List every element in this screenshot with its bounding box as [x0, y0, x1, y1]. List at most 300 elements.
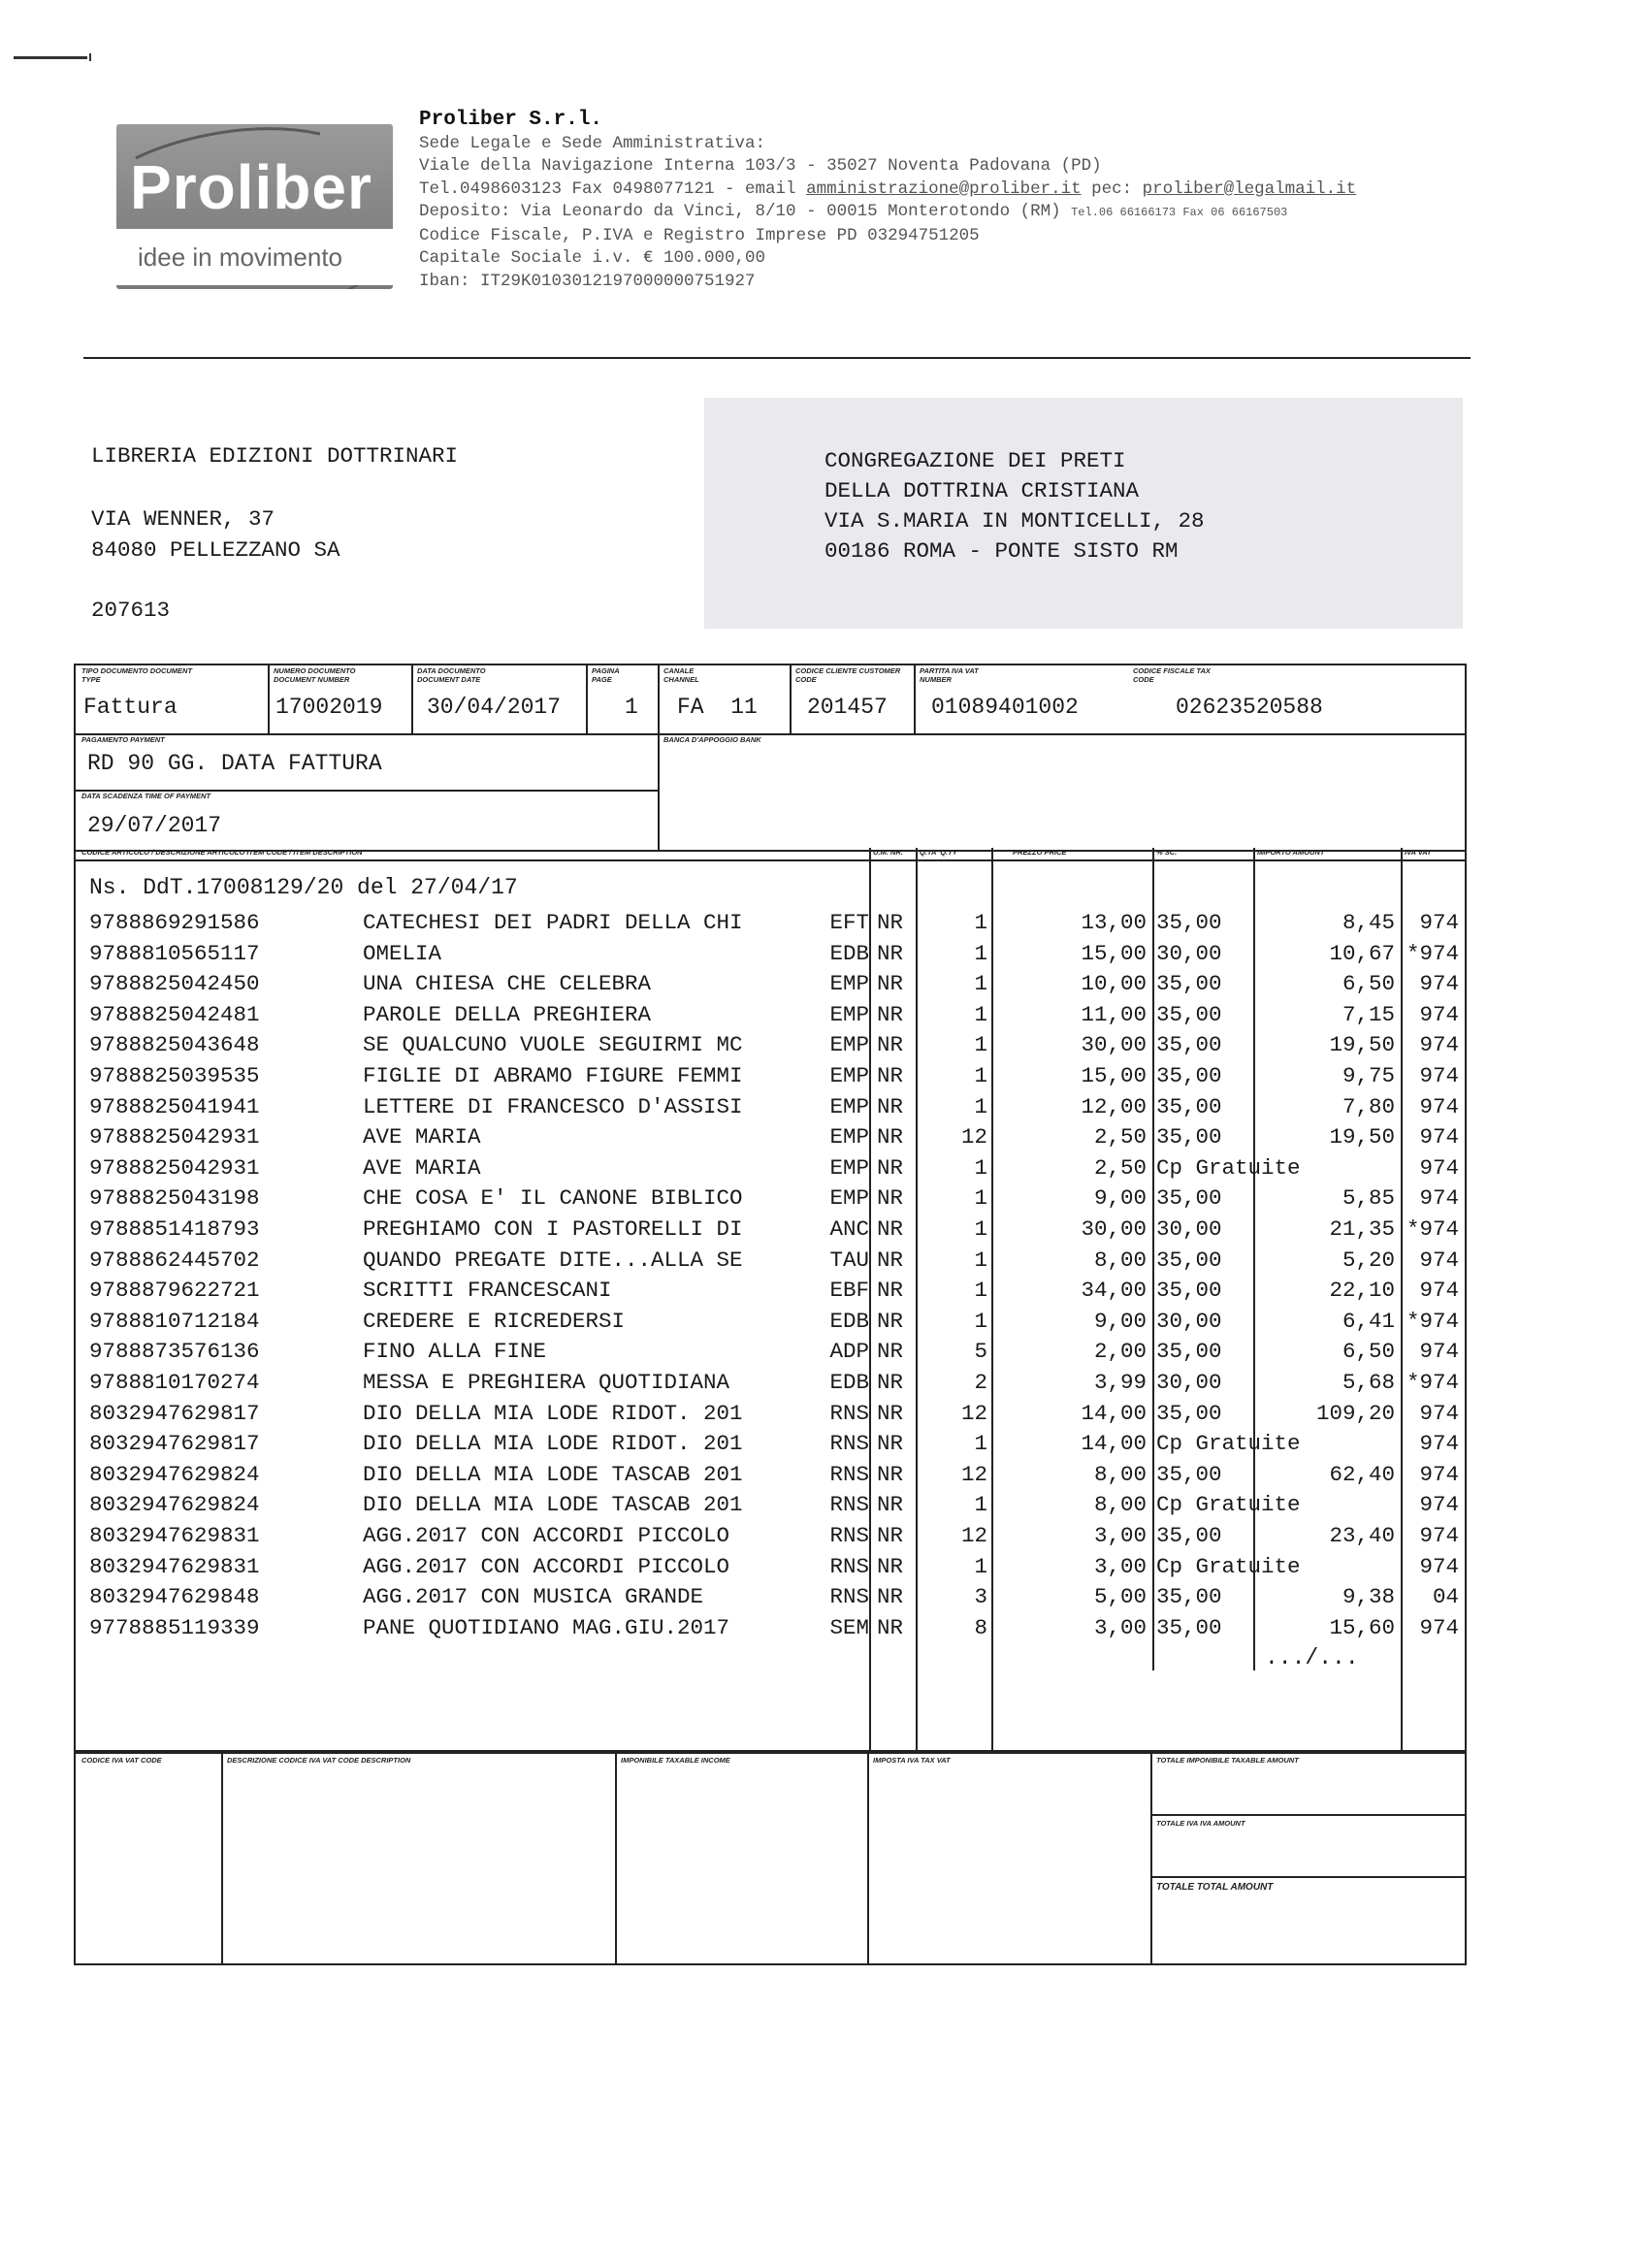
- item-price: 5,00: [1093, 1584, 1147, 1610]
- ddt-reference: Ns. DdT.17008129/20 del 27/04/17: [89, 875, 518, 900]
- item-description: AGG.2017 CON MUSICA GRANDE: [363, 1584, 704, 1610]
- company-iban: Iban: IT29K0103012197000000751927: [419, 271, 756, 291]
- item-unit: NR: [877, 1063, 904, 1088]
- table-row: [76, 1153, 1465, 1184]
- item-amount: 19,50: [1329, 1124, 1395, 1150]
- item-code: 9788879622721: [89, 1278, 260, 1304]
- item-unit: NR: [877, 1308, 904, 1334]
- item-price: 15,00: [1081, 1063, 1147, 1088]
- item-publisher: ANC: [829, 1216, 869, 1242]
- item-code: 9788825042931: [89, 1124, 260, 1150]
- company-pec-link[interactable]: proliber@legalmail.it: [1142, 178, 1357, 199]
- item-code: 9788869291586: [89, 910, 260, 935]
- document-header-table: [74, 664, 1467, 852]
- table-row: [76, 908, 1465, 939]
- item-publisher: RNS: [829, 1400, 869, 1426]
- item-description: DIO DELLA MIA LODE RIDOT. 201: [363, 1431, 743, 1457]
- item-code: 8032947629824: [89, 1492, 260, 1518]
- item-unit: NR: [877, 910, 904, 935]
- taxable-income-label: IMPONIBILE TAXABLE INCOME: [621, 1756, 730, 1765]
- item-unit: NR: [877, 1001, 904, 1027]
- item-price: 2,50: [1093, 1124, 1147, 1150]
- item-vat: 974: [1419, 1247, 1459, 1273]
- item-vat: 974: [1419, 1001, 1459, 1027]
- item-quantity: 1: [974, 1093, 987, 1119]
- item-unit: NR: [877, 1339, 904, 1365]
- item-quantity: 2: [974, 1370, 987, 1395]
- table-row: [76, 1092, 1465, 1123]
- item-description: CREDERE E RICREDERSI: [363, 1308, 626, 1334]
- item-publisher: RNS: [829, 1553, 869, 1579]
- item-vat: 974: [1419, 1400, 1459, 1426]
- item-discount: 35,00: [1156, 1614, 1222, 1640]
- item-price: 14,00: [1081, 1400, 1147, 1426]
- header-divider: [83, 357, 1471, 359]
- table-row: [76, 1061, 1465, 1092]
- item-discount: 35,00: [1156, 1278, 1222, 1304]
- item-quantity: 1: [974, 1247, 987, 1273]
- item-discount: 35,00: [1156, 1001, 1222, 1027]
- item-unit: NR: [877, 1492, 904, 1518]
- sender-city: 84080 PELLEZZANO SA: [91, 537, 340, 563]
- item-discount: 35,00: [1156, 1093, 1222, 1119]
- table-row: [76, 1429, 1465, 1460]
- item-code: 9788825042481: [89, 1001, 260, 1027]
- item-amount: 9,75: [1342, 1063, 1395, 1088]
- item-unit: NR: [877, 1216, 904, 1242]
- table-row: [76, 1215, 1465, 1246]
- item-description: DIO DELLA MIA LODE RIDOT. 201: [363, 1400, 743, 1426]
- item-price: 3,00: [1093, 1553, 1147, 1579]
- item-publisher: EMP: [829, 1001, 869, 1027]
- item-price: 30,00: [1081, 1216, 1147, 1242]
- table-row: [76, 1337, 1465, 1368]
- total-taxable-label: TOTALE IMPONIBILE TAXABLE AMOUNT: [1156, 1756, 1299, 1765]
- item-code-desc-header: CODICE ARTICOLO / DESCRIZIONE ARTICOLO ITEM CODE / ITEM DESCRIPTION: [81, 848, 363, 857]
- item-publisher: EDB: [829, 940, 869, 966]
- company-logo: [116, 124, 393, 289]
- item-quantity: 1: [974, 1001, 987, 1027]
- item-amount: 62,40: [1329, 1461, 1395, 1487]
- item-quantity: 1: [974, 1308, 987, 1334]
- doc-number-value: 17002019: [275, 695, 383, 720]
- item-price: 3,00: [1093, 1614, 1147, 1640]
- item-publisher: EMP: [829, 1063, 869, 1088]
- item-price: 34,00: [1081, 1278, 1147, 1304]
- item-discount: 35,00: [1156, 1461, 1222, 1487]
- item-unit: NR: [877, 1247, 904, 1273]
- item-amount: 21,35: [1329, 1216, 1395, 1242]
- table-row: [76, 1030, 1465, 1061]
- item-unit: NR: [877, 1370, 904, 1395]
- table-row: [76, 1613, 1465, 1644]
- item-amount: 10,67: [1329, 940, 1395, 966]
- tax-code-label: CODICE FISCALE TAX CODE: [1133, 666, 1211, 684]
- vat-summary-table: [74, 1752, 1467, 1965]
- channel-label: CANALE CHANNEL: [663, 666, 699, 684]
- item-publisher: EMP: [829, 971, 869, 997]
- tax-code-value: 02623520588: [1176, 695, 1323, 720]
- item-discount: 30,00: [1156, 940, 1222, 966]
- due-date-value: 29/07/2017: [87, 813, 222, 838]
- item-discount: Cp Gratuite: [1156, 1154, 1301, 1181]
- total-amount-label-en: TOTAL AMOUNT: [1196, 1882, 1274, 1893]
- table-row: [76, 1246, 1465, 1277]
- item-unit: NR: [877, 1093, 904, 1119]
- item-amount: 5,20: [1342, 1247, 1395, 1273]
- item-amount: 7,80: [1342, 1093, 1395, 1119]
- item-description: OMELIA: [363, 940, 442, 966]
- item-amount: 109,20: [1315, 1400, 1395, 1426]
- table-row: [76, 1582, 1465, 1613]
- item-publisher: RNS: [829, 1461, 869, 1487]
- item-vat: *974: [1406, 1216, 1459, 1242]
- due-date-label: DATA SCADENZA TIME OF PAYMENT: [81, 792, 211, 800]
- page-value: 1: [625, 695, 638, 720]
- item-code: 9788825042450: [89, 971, 260, 997]
- item-publisher: TAU: [829, 1247, 869, 1273]
- item-vat: 974: [1419, 1523, 1459, 1548]
- item-vat: 974: [1419, 1185, 1459, 1212]
- item-price: 11,00: [1081, 1001, 1147, 1027]
- item-price: 8,00: [1093, 1247, 1147, 1273]
- recipient-line4: 00186 ROMA - PONTE SISTO RM: [824, 538, 1179, 564]
- item-unit: NR: [877, 1584, 904, 1610]
- item-price: 3,00: [1093, 1523, 1147, 1548]
- discount-header: % SC.: [1156, 848, 1178, 857]
- price-header: PREZZO PRICE: [1013, 848, 1067, 857]
- item-publisher: EDB: [829, 1370, 869, 1395]
- item-unit: NR: [877, 1431, 904, 1457]
- item-quantity: 3: [974, 1584, 987, 1610]
- item-description: UNA CHIESA CHE CELEBRA: [363, 971, 652, 997]
- item-price: 12,00: [1081, 1093, 1147, 1119]
- item-description: CHE COSA E' IL CANONE BIBLICO: [363, 1185, 743, 1212]
- item-vat: 974: [1419, 910, 1459, 935]
- item-price: 13,00: [1081, 910, 1147, 935]
- item-price: 2,50: [1093, 1154, 1147, 1181]
- item-unit: NR: [877, 1032, 904, 1058]
- item-amount: 6,50: [1342, 1339, 1395, 1365]
- item-description: PAROLE DELLA PREGHIERA: [363, 1001, 652, 1027]
- item-publisher: ADP: [829, 1339, 869, 1365]
- logo-wordmark: Proliber: [130, 152, 372, 222]
- item-unit: NR: [877, 1523, 904, 1548]
- customer-code-label: CODICE CLIENTE CUSTOMER CODE: [795, 666, 901, 684]
- total-amount-label: [1156, 1882, 1447, 1894]
- item-description: SE QUALCUNO VUOLE SEGUIRMI MC: [363, 1032, 743, 1058]
- table-row: [76, 1368, 1465, 1399]
- table-row: [76, 939, 1465, 970]
- item-code: 9788862445702: [89, 1247, 260, 1273]
- item-vat: 974: [1419, 1063, 1459, 1088]
- item-amount: 9,38: [1342, 1584, 1395, 1610]
- item-code: 8032947629817: [89, 1400, 260, 1426]
- item-vat: 974: [1419, 1154, 1459, 1181]
- table-row: [76, 1000, 1465, 1031]
- recipient-line1: CONGREGAZIONE DEI PRETI: [824, 448, 1126, 473]
- item-quantity: 1: [974, 1553, 987, 1579]
- item-discount: 35,00: [1156, 1400, 1222, 1426]
- customer-code-value: 201457: [807, 695, 888, 720]
- item-quantity: 1: [974, 971, 987, 997]
- item-vat: 974: [1419, 971, 1459, 997]
- item-amount: 5,68: [1342, 1370, 1395, 1395]
- item-publisher: EMP: [829, 1093, 869, 1119]
- item-code: 8032947629817: [89, 1431, 260, 1457]
- table-row: [76, 1399, 1465, 1430]
- doc-type-value: Fattura: [83, 695, 178, 720]
- item-price: 8,00: [1093, 1492, 1147, 1518]
- item-publisher: EMP: [829, 1185, 869, 1212]
- item-description: SCRITTI FRANCESCANI: [363, 1278, 612, 1304]
- sender-street: VIA WENNER, 37: [91, 506, 275, 532]
- item-discount: 35,00: [1156, 1584, 1222, 1610]
- item-discount: 35,00: [1156, 1063, 1222, 1088]
- client-code: 207613: [91, 598, 171, 623]
- item-publisher: EMP: [829, 1124, 869, 1150]
- item-amount: 15,60: [1329, 1614, 1395, 1640]
- item-price: 9,00: [1093, 1185, 1147, 1212]
- payment-value: RD 90 GG. DATA FATTURA: [87, 751, 382, 776]
- item-quantity: 1: [974, 910, 987, 935]
- item-description: MESSA E PREGHIERA QUOTIDIANA: [363, 1370, 730, 1395]
- item-description: PANE QUOTIDIANO MAG.GIU.2017: [363, 1614, 730, 1640]
- item-code: 9788873576136: [89, 1339, 260, 1365]
- item-vat: 974: [1419, 1553, 1459, 1579]
- item-vat: 974: [1419, 1278, 1459, 1304]
- item-quantity: 1: [974, 1278, 987, 1304]
- item-vat: 974: [1419, 1032, 1459, 1058]
- item-vat: *974: [1406, 1308, 1459, 1334]
- item-discount: Cp Gratuite: [1156, 1492, 1301, 1518]
- qty-header: Q.TA' Q.TY: [920, 848, 957, 857]
- item-description: FINO ALLA FINE: [363, 1339, 547, 1365]
- item-description: AGG.2017 CON ACCORDI PICCOLO: [363, 1553, 730, 1579]
- item-amount: 5,85: [1342, 1185, 1395, 1212]
- item-amount: 7,15: [1342, 1001, 1395, 1027]
- item-description: DIO DELLA MIA LODE TASCAB 201: [363, 1461, 743, 1487]
- page-label: PAGINA PAGE: [592, 666, 620, 684]
- item-publisher: EDB: [829, 1308, 869, 1334]
- item-publisher: RNS: [829, 1584, 869, 1610]
- item-discount: 35,00: [1156, 971, 1222, 997]
- company-tax-info: Codice Fiscale, P.IVA e Registro Imprese PD 03294751205: [419, 225, 980, 245]
- sender-name: LIBRERIA EDIZIONI DOTTRINARI: [91, 443, 459, 469]
- item-price: 30,00: [1081, 1032, 1147, 1058]
- amount-header: IMPORTO AMOUNT: [1257, 848, 1325, 857]
- company-phone-fax: Tel.0498603123 Fax 0498077121 - email: [419, 178, 807, 199]
- scan-mark: [14, 56, 87, 59]
- item-code: 9788825042931: [89, 1154, 260, 1181]
- vat-desc-label: DESCRIZIONE CODICE IVA VAT CODE DESCRIPTION: [227, 1756, 411, 1765]
- item-publisher: EMP: [829, 1154, 869, 1181]
- item-code: 8032947629848: [89, 1584, 260, 1610]
- item-publisher: EBF: [829, 1278, 869, 1304]
- table-row: [76, 969, 1465, 1000]
- item-quantity: 1: [974, 940, 987, 966]
- recipient-line3: VIA S.MARIA IN MONTICELLI, 28: [824, 508, 1205, 534]
- item-quantity: 8: [974, 1614, 987, 1640]
- item-vat: 974: [1419, 1431, 1459, 1457]
- item-publisher: RNS: [829, 1431, 869, 1457]
- bank-label: BANCA D'APPOGGIO BANK: [663, 735, 761, 744]
- item-quantity: 1: [974, 1185, 987, 1212]
- table-row: [76, 1276, 1465, 1307]
- um-header: U.M. NR.: [873, 848, 903, 857]
- item-unit: NR: [877, 1614, 904, 1640]
- logo-tagline: idee in movimento: [116, 229, 393, 285]
- item-quantity: 1: [974, 1063, 987, 1088]
- item-code: 9788810712184: [89, 1308, 260, 1334]
- item-quantity: 12: [960, 1523, 987, 1548]
- item-code: 9788825043198: [89, 1185, 260, 1212]
- continued-marker: .../...: [1265, 1645, 1359, 1670]
- item-unit: NR: [877, 1185, 904, 1212]
- table-row: [76, 1122, 1465, 1153]
- item-discount: 35,00: [1156, 1032, 1222, 1058]
- item-unit: NR: [877, 1154, 904, 1181]
- item-code: 8032947629831: [89, 1553, 260, 1579]
- item-code: 8032947629824: [89, 1461, 260, 1487]
- item-amount: 22,10: [1329, 1278, 1395, 1304]
- item-description: PREGHIAMO CON I PASTORELLI DI: [363, 1216, 743, 1242]
- item-code: 9788825041941: [89, 1093, 260, 1119]
- item-price: 9,00: [1093, 1308, 1147, 1334]
- item-unit: NR: [877, 940, 904, 966]
- tax-vat-label: IMPOSTA IVA TAX VAT: [873, 1756, 951, 1765]
- items-table: [74, 848, 1467, 1752]
- item-publisher: EMP: [829, 1032, 869, 1058]
- item-code: 9788851418793: [89, 1216, 260, 1242]
- item-description: AVE MARIA: [363, 1154, 481, 1181]
- item-discount: 35,00: [1156, 1339, 1222, 1365]
- vat-number-value: 01089401002: [931, 695, 1079, 720]
- channel-value: FA 11: [677, 695, 758, 720]
- doc-type-label: TIPO DOCUMENTO DOCUMENT TYPE: [81, 666, 193, 684]
- vat-code-label: CODICE IVA VAT CODE: [81, 1756, 162, 1765]
- item-unit: NR: [877, 971, 904, 997]
- table-row: [76, 1490, 1465, 1521]
- item-description: AGG.2017 CON ACCORDI PICCOLO: [363, 1523, 730, 1548]
- company-capital: Capitale Sociale i.v. € 100.000,00: [419, 248, 766, 268]
- item-discount: 35,00: [1156, 1185, 1222, 1212]
- company-warehouse-phone: Tel.06 66166173 Fax 06 66167503: [1071, 206, 1288, 219]
- item-discount: Cp Gratuite: [1156, 1431, 1301, 1457]
- item-amount: 6,50: [1342, 971, 1395, 997]
- table-row: [76, 1183, 1465, 1215]
- payment-label: PAGAMENTO PAYMENT: [81, 735, 165, 744]
- item-quantity: 12: [960, 1461, 987, 1487]
- company-email-link[interactable]: amministrazione@proliber.it: [806, 178, 1082, 199]
- item-discount: 35,00: [1156, 1124, 1222, 1150]
- item-vat: *974: [1406, 940, 1459, 966]
- company-line2: Viale della Navigazione Interna 103/3 - 35027 Noventa Padovana (PD): [419, 156, 1102, 176]
- item-quantity: 1: [974, 1431, 987, 1457]
- total-amount-label-it: TOTALE: [1156, 1882, 1195, 1893]
- item-vat: 974: [1419, 1124, 1459, 1150]
- item-amount: 6,41: [1342, 1308, 1395, 1334]
- table-row: [76, 1521, 1465, 1552]
- item-vat: 974: [1419, 1461, 1459, 1487]
- item-code: 9788810565117: [89, 940, 260, 966]
- vat-header: IVA VAT: [1405, 848, 1432, 857]
- item-amount: 23,40: [1329, 1523, 1395, 1548]
- company-line1: Sede Legale e Sede Amministrativa:: [419, 133, 766, 153]
- item-unit: NR: [877, 1461, 904, 1487]
- item-publisher: SEM: [829, 1614, 869, 1640]
- company-name: Proliber S.r.l.: [419, 109, 603, 131]
- item-price: 10,00: [1081, 971, 1147, 997]
- table-row: [76, 1552, 1465, 1583]
- doc-number-label: NUMERO DOCUMENTO DOCUMENT NUMBER: [274, 666, 356, 684]
- company-info: [419, 109, 1356, 293]
- item-code: 9788825039535: [89, 1063, 260, 1088]
- item-description: AVE MARIA: [363, 1124, 481, 1150]
- recipient-line2: DELLA DOTTRINA CRISTIANA: [824, 478, 1140, 503]
- doc-date-label: DATA DOCUMENTO DOCUMENT DATE: [417, 666, 486, 684]
- item-description: FIGLIE DI ABRAMO FIGURE FEMMI: [363, 1063, 743, 1088]
- item-code: 9788810170274: [89, 1370, 260, 1395]
- item-quantity: 12: [960, 1400, 987, 1426]
- item-discount: 35,00: [1156, 1247, 1222, 1273]
- company-warehouse: Deposito: Via Leonardo da Vinci, 8/10 - 00015 Monterotondo (RM): [419, 202, 1072, 221]
- item-vat: 974: [1419, 1614, 1459, 1640]
- item-quantity: 12: [960, 1124, 987, 1150]
- item-price: 2,00: [1093, 1339, 1147, 1365]
- item-unit: NR: [877, 1400, 904, 1426]
- item-vat: 974: [1419, 1093, 1459, 1119]
- table-row: [76, 1460, 1465, 1491]
- item-discount: 30,00: [1156, 1308, 1222, 1334]
- item-unit: NR: [877, 1124, 904, 1150]
- item-discount: 35,00: [1156, 910, 1222, 935]
- item-vat: *974: [1406, 1370, 1459, 1395]
- item-description: CATECHESI DEI PADRI DELLA CHI: [363, 910, 743, 935]
- item-quantity: 1: [974, 1216, 987, 1242]
- item-description: LETTERE DI FRANCESCO D'ASSISI: [363, 1093, 743, 1119]
- item-publisher: RNS: [829, 1523, 869, 1548]
- item-quantity: 1: [974, 1032, 987, 1058]
- item-price: 15,00: [1081, 940, 1147, 966]
- company-pec-label: pec:: [1081, 178, 1143, 199]
- item-unit: NR: [877, 1553, 904, 1579]
- item-publisher: EFT: [829, 910, 869, 935]
- item-discount: 30,00: [1156, 1216, 1222, 1242]
- total-vat-label: TOTALE IVA IVA AMOUNT: [1156, 1819, 1245, 1828]
- item-quantity: 1: [974, 1154, 987, 1181]
- doc-date-value: 30/04/2017: [427, 695, 562, 720]
- item-price: 3,99: [1093, 1370, 1147, 1395]
- item-discount: 30,00: [1156, 1370, 1222, 1395]
- item-code: 9778885119339: [89, 1614, 260, 1640]
- item-amount: 8,45: [1342, 910, 1395, 935]
- item-discount: Cp Gratuite: [1156, 1553, 1301, 1579]
- item-description: DIO DELLA MIA LODE TASCAB 201: [363, 1492, 743, 1518]
- item-code: 8032947629831: [89, 1523, 260, 1548]
- item-discount: 35,00: [1156, 1523, 1222, 1548]
- item-unit: NR: [877, 1278, 904, 1304]
- vat-number-label: PARTITA IVA VAT NUMBER: [920, 666, 979, 684]
- item-price: 14,00: [1081, 1431, 1147, 1457]
- item-description: QUANDO PREGATE DITE...ALLA SE: [363, 1247, 743, 1273]
- item-vat: 974: [1419, 1492, 1459, 1518]
- item-quantity: 1: [974, 1492, 987, 1518]
- item-amount: 19,50: [1329, 1032, 1395, 1058]
- item-publisher: RNS: [829, 1492, 869, 1518]
- item-price: 8,00: [1093, 1461, 1147, 1487]
- item-code: 9788825043648: [89, 1032, 260, 1058]
